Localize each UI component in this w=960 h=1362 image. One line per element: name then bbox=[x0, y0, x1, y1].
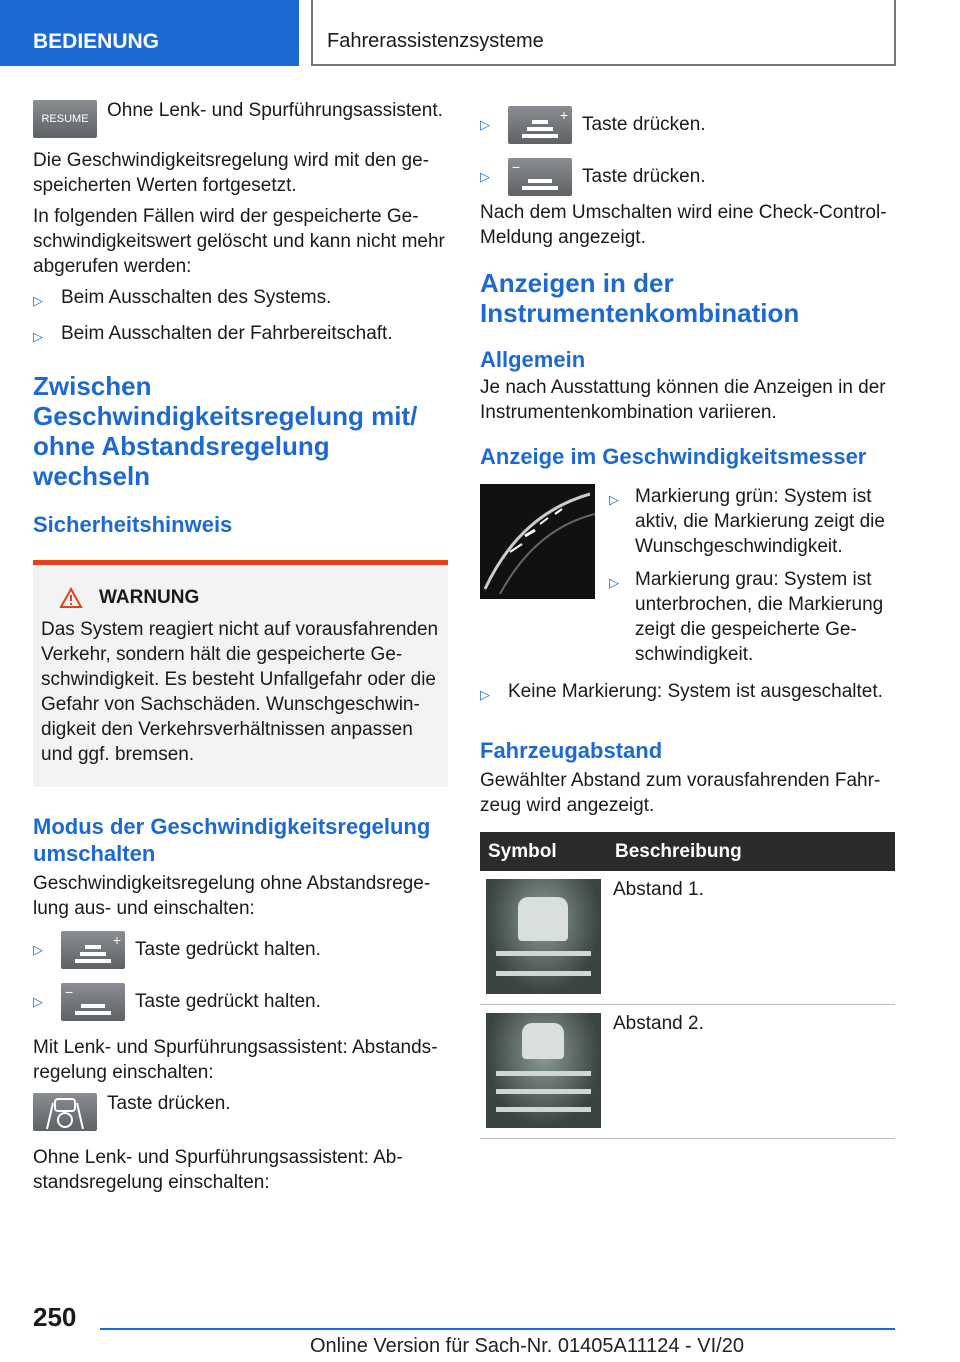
resume-row bbox=[33, 100, 448, 138]
triangle-bullet-icon: ▷ bbox=[33, 293, 43, 308]
paragraph: Die Geschwindigkeitsregelung wird mit den gespeicherten Werten fortgesetzt. bbox=[33, 150, 430, 196]
distance-2-symbol-icon bbox=[486, 1013, 601, 1128]
paragraph: Ohne Lenk- und Spurführungsassistent: Abstandsregelung einschalten: bbox=[33, 1147, 403, 1193]
table-row bbox=[480, 1005, 895, 1139]
triangle-bullet-icon: ▷ bbox=[609, 575, 619, 590]
left-column bbox=[33, 100, 448, 1201]
key-step: ▷ − Taste drücken. bbox=[480, 158, 895, 196]
triangle-bullet-icon: ▷ bbox=[609, 492, 619, 507]
paragraph: Je nach Ausstattung können die Anzeigen in der Instrumentenkombination variieren. bbox=[480, 377, 886, 423]
right-column bbox=[480, 100, 895, 1139]
distance-1-symbol-icon bbox=[486, 879, 601, 994]
paragraph: Gewählter Abstand zum vorausfahrenden Fahrzeug wird angezeigt. bbox=[480, 770, 881, 816]
subheading: Anzeige im Geschwindigkeitsmesser bbox=[480, 444, 867, 469]
distance-table bbox=[480, 832, 895, 1139]
triangle-bullet-icon: ▷ bbox=[480, 117, 490, 132]
list-item: ▷ Markierung grau: System ist unterbrochen, die Markierung zeigt die gespeicherte Geschwindigkeit. bbox=[609, 569, 884, 665]
triangle-bullet-icon: ▷ bbox=[480, 687, 490, 702]
footer-divider bbox=[100, 1328, 895, 1330]
speedometer-section bbox=[480, 484, 895, 675]
table-header: Beschreibung bbox=[607, 832, 895, 871]
table-row bbox=[480, 871, 895, 1005]
table-cell: Abstand 2. bbox=[607, 1005, 895, 1139]
table-cell: Abstand 1. bbox=[607, 871, 895, 1005]
subheading: Fahrzeugabstand bbox=[480, 738, 663, 763]
key-step: ▷ + Taste gedrückt halten. bbox=[33, 931, 448, 969]
warning-box bbox=[33, 560, 448, 787]
list-item: ▷ Beim Ausschalten des Systems. bbox=[33, 285, 448, 313]
page-number: 250 bbox=[33, 1302, 77, 1332]
speedometer-image bbox=[480, 484, 595, 599]
warning-triangle-icon bbox=[59, 587, 83, 609]
distance-minus-key-icon: − bbox=[61, 983, 125, 1021]
subheading: Sicherheitshinweis bbox=[33, 512, 233, 537]
key-step: ▷ + Taste drücken. bbox=[480, 106, 895, 144]
footer-text: Online Version für Sach-Nr. 01405A11124 - VI/20 bbox=[310, 1335, 744, 1357]
warning-text: Das System reagiert nicht auf vorausfahrenden Verkehr, sondern hält die gespeicherte Geschwindigkeit. Es besteht Unfallgefahr oder die Gefahr von Sachschäden. Wunschgeschwindigkeit den Verkehrsverhältnissen anpassen und ggf. bremsen. bbox=[41, 619, 439, 765]
list-item: ▷ Beim Ausschalten der Fahrbereitschaft. bbox=[33, 321, 448, 349]
key-step: ▷ − Taste gedrückt halten. bbox=[33, 983, 448, 1021]
paragraph: Nach dem Umschalten wird eine Check-Control-Meldung angezeigt. bbox=[480, 202, 887, 248]
subheading: Modus der Geschwindigkeitsregelung umschalten bbox=[33, 814, 431, 866]
key-step: Taste drücken. bbox=[33, 1093, 448, 1131]
section-heading: Anzeigen in der Instrumentenkombination bbox=[480, 268, 800, 328]
section-tab: BEDIENUNG bbox=[0, 0, 299, 66]
chapter-title: Fahrerassistenzsysteme bbox=[311, 0, 896, 66]
triangle-bullet-icon: ▷ bbox=[33, 942, 43, 957]
paragraph: In folgenden Fällen wird der gespeicherte Geschwindigkeitswert gelöscht und kann nicht mehr abgerufen werden: bbox=[33, 206, 445, 277]
paragraph: Geschwindigkeitsregelung ohne Abstandsregelung aus- und einschalten: bbox=[33, 873, 431, 919]
resume-text: Ohne Lenk- und Spurführungsassistent. bbox=[107, 100, 443, 121]
distance-plus-key-icon: + bbox=[61, 931, 125, 969]
list-item: ▷ Keine Markierung: System ist ausgeschaltet. bbox=[480, 679, 895, 707]
section-heading: Zwischen Geschwindigkeitsregelung mit/ ohne Abstandsregelung wechseln bbox=[33, 371, 418, 491]
steering-assist-key-icon bbox=[33, 1093, 97, 1131]
resume-key-icon: RESUME bbox=[33, 100, 97, 138]
triangle-bullet-icon: ▷ bbox=[33, 994, 43, 1009]
warning-title: WARNUNG bbox=[59, 587, 440, 609]
paragraph: Mit Lenk- und Spurführungsassistent: Abstandsregelung einschalten: bbox=[33, 1037, 438, 1083]
triangle-bullet-icon: ▷ bbox=[480, 169, 490, 184]
distance-plus-key-icon: + bbox=[508, 106, 572, 144]
triangle-bullet-icon: ▷ bbox=[33, 329, 43, 344]
distance-minus-key-icon: − bbox=[508, 158, 572, 196]
list-item: ▷ Markierung grün: System ist aktiv, die Markierung zeigt die Wunschgeschwindigkeit. bbox=[609, 486, 885, 557]
subheading: Allgemein bbox=[480, 347, 586, 372]
page-header bbox=[0, 0, 960, 66]
table-header: Symbol bbox=[480, 832, 607, 871]
